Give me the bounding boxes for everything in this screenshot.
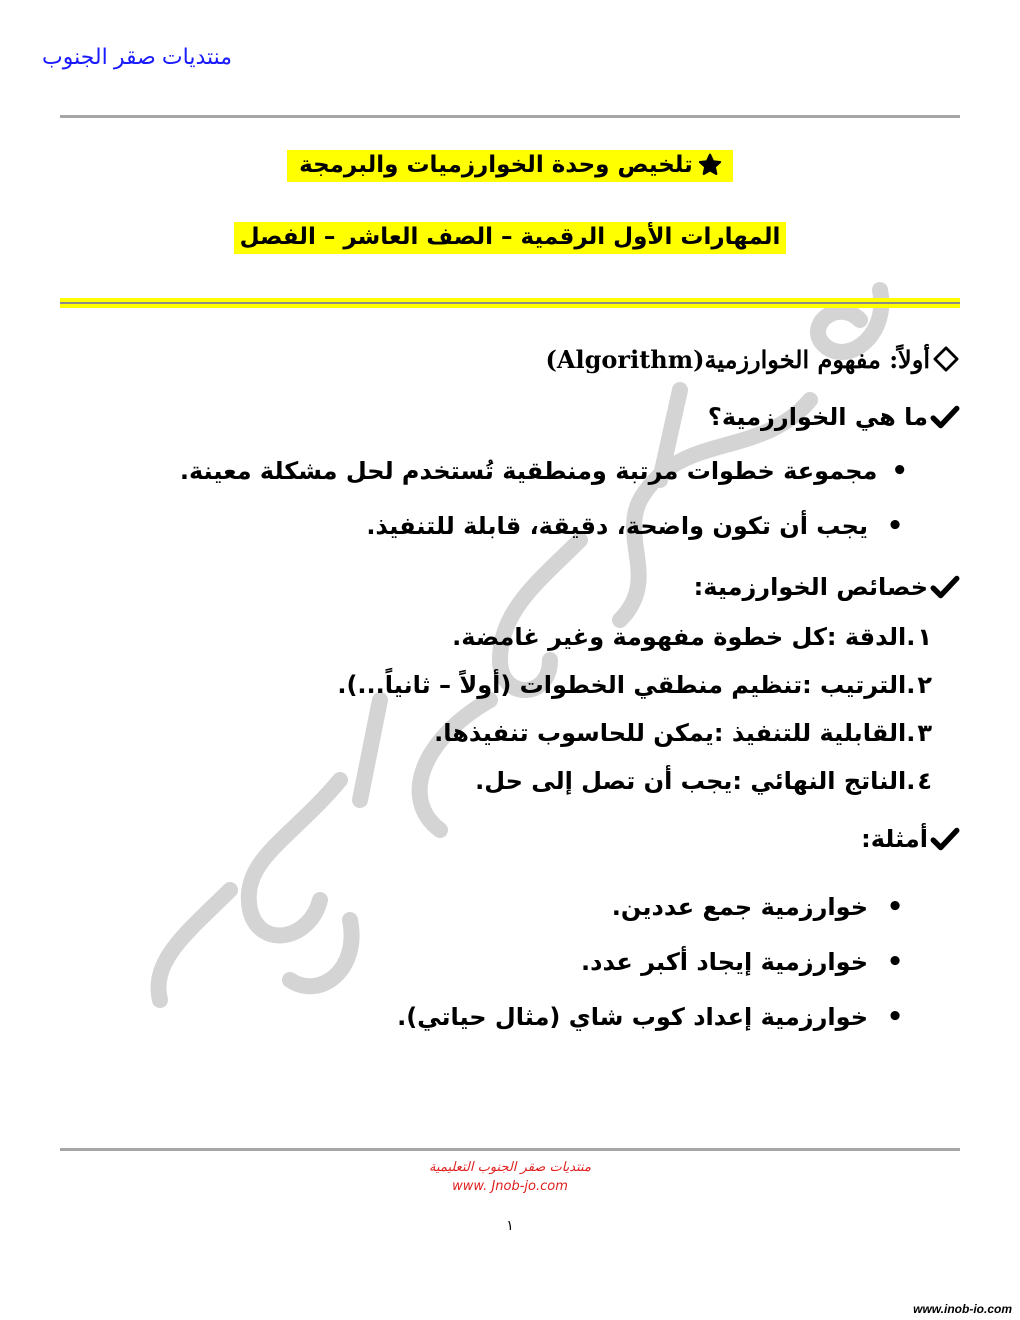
title-row bbox=[0, 150, 1020, 182]
numbered-item bbox=[200, 661, 960, 709]
subheading-examples bbox=[200, 813, 960, 865]
footer-forum-name: منتديات صقر الجنوب التعليمية bbox=[429, 1160, 591, 1175]
document-title: تلخيص وحدة الخوارزميات والبرمجة bbox=[299, 152, 693, 178]
corner-url[interactable]: www.inob-io.com bbox=[913, 1302, 1012, 1316]
star-icon bbox=[697, 152, 723, 178]
site-header-name: منتديات صقر الجنوب bbox=[42, 44, 233, 69]
check-icon bbox=[930, 404, 960, 430]
bullet-icon: • bbox=[886, 510, 904, 541]
list-item bbox=[200, 498, 960, 553]
list-item-text: مجموعة خطوات مرتبة ومنطقية تُستخدم لحل مشكلة معينة. bbox=[179, 456, 878, 485]
footer bbox=[0, 1160, 1020, 1194]
check-icon bbox=[930, 574, 960, 600]
bullet-icon: • bbox=[891, 455, 908, 486]
item-number: ٣ bbox=[917, 719, 932, 747]
bullet-icon: • bbox=[886, 946, 904, 977]
numbered-item bbox=[200, 709, 960, 757]
list-item-text: خوارزمية إعداد كوب شاي (مثال حياتي). bbox=[397, 1002, 868, 1031]
list-item bbox=[179, 443, 960, 498]
title-highlight bbox=[287, 150, 733, 182]
subheading-properties bbox=[200, 561, 960, 613]
item-text: .الدقة :كل خطوة مفهومة وغير غامضة. bbox=[452, 623, 916, 651]
list-item-text: خوارزمية إيجاد أكبر عدد. bbox=[581, 947, 868, 976]
bottom-divider bbox=[60, 1148, 960, 1151]
section-heading-text: أولاً: مفهوم الخوارزمية(Algorithm) bbox=[545, 344, 930, 374]
item-text: .الناتج النهائي :يجب أن تصل إلى حل. bbox=[475, 767, 916, 795]
top-divider bbox=[60, 115, 960, 118]
footer-url[interactable]: www. Jnob-jo.com bbox=[452, 1179, 568, 1194]
item-text: .القابلية للتنفيذ :يمكن للحاسوب تنفيذها. bbox=[434, 719, 916, 747]
list-item-text: خوارزمية جمع عددين. bbox=[611, 892, 868, 921]
page-number: ١ bbox=[506, 1218, 514, 1234]
diamond-icon bbox=[932, 345, 960, 373]
list-item bbox=[200, 989, 960, 1044]
bullet-icon: • bbox=[886, 891, 904, 922]
numbered-item bbox=[200, 613, 960, 661]
subtitle-row bbox=[0, 222, 1020, 254]
subheading-text: أمثلة: bbox=[861, 825, 928, 853]
bullet-icon: • bbox=[886, 1001, 904, 1032]
subheading-text: خصائص الخوارزمية: bbox=[693, 573, 928, 601]
list-item bbox=[200, 934, 960, 989]
subheading-text: ما هي الخوارزمية؟ bbox=[707, 403, 928, 431]
check-icon bbox=[930, 826, 960, 852]
title-divider bbox=[60, 298, 960, 308]
item-number: ١ bbox=[917, 623, 932, 651]
document-body bbox=[179, 335, 960, 1044]
list-item-text: يجب أن تكون واضحة، دقيقة، قابلة للتنفيذ. bbox=[366, 511, 868, 540]
numbered-item bbox=[200, 757, 960, 805]
subheading-what-is bbox=[200, 391, 960, 443]
section-heading bbox=[200, 335, 960, 383]
item-text: .الترتيب :تنظيم منطقي الخطوات (أولاً – ثانياً...). bbox=[337, 671, 916, 699]
list-item bbox=[200, 879, 960, 934]
document-subtitle: المهارات الأول الرقمية – الصف العاشر – الفصل bbox=[234, 222, 787, 254]
item-number: ٤ bbox=[917, 767, 932, 795]
item-number: ٢ bbox=[917, 671, 932, 699]
